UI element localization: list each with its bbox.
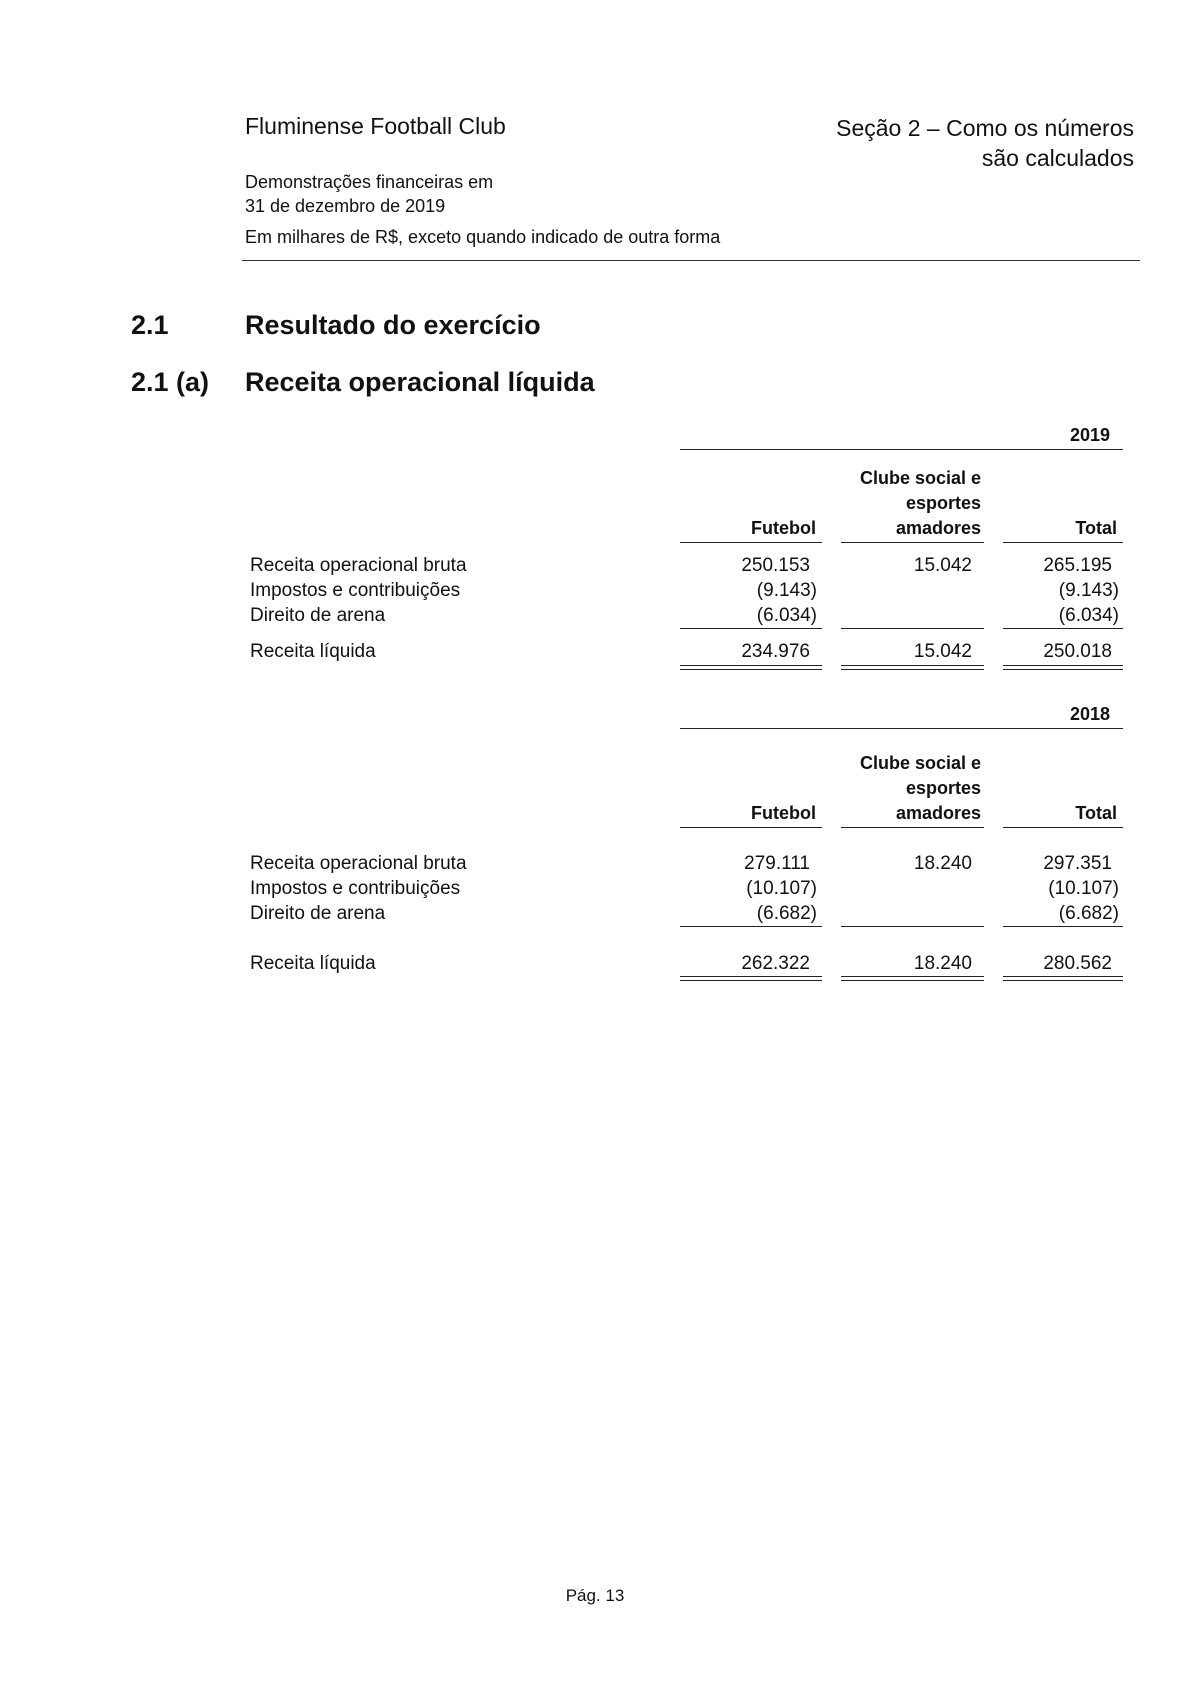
clube-header-line-3: amadores bbox=[895, 518, 981, 538]
net-revenue-label: Receita líquida bbox=[250, 953, 376, 974]
cell-total: (9.143) bbox=[1058, 580, 1119, 601]
column-header-total: Total bbox=[1075, 518, 1117, 538]
section-line-2: são calculados bbox=[981, 145, 1134, 171]
row-label: Impostos e contribuições bbox=[250, 580, 461, 601]
row-label: Impostos e contribuições bbox=[250, 878, 461, 899]
net-revenue-label: Receita líquida bbox=[250, 641, 376, 662]
column-header-futebol: Futebol bbox=[751, 803, 816, 823]
total-double-rule bbox=[680, 665, 822, 670]
cell-clube: 15.042 bbox=[913, 555, 972, 576]
row-label: Receita operacional bruta bbox=[250, 555, 467, 576]
cell-futebol: 250.153 bbox=[741, 555, 810, 576]
cell-total: (10.107) bbox=[1048, 878, 1119, 899]
cell-futebol: 279.111 bbox=[744, 853, 810, 874]
section-reference bbox=[774, 113, 1134, 173]
net-total: 250.018 bbox=[1043, 641, 1112, 662]
heading-title: Resultado do exercício bbox=[245, 310, 541, 340]
net-futebol: 234.976 bbox=[741, 641, 810, 662]
total-header-rule bbox=[1003, 542, 1123, 543]
subheading-number: 2.1 (a) bbox=[131, 367, 210, 397]
total-double-rule bbox=[1003, 665, 1123, 670]
year-label: 2018 bbox=[1070, 704, 1111, 724]
cell-futebol: (10.107) bbox=[746, 878, 817, 899]
cell-futebol: (6.034) bbox=[756, 605, 817, 626]
clube-header-line-3: amadores bbox=[895, 803, 981, 823]
subheading-title: Receita operacional líquida bbox=[245, 367, 595, 397]
statement-line-2: 31 de dezembro de 2019 bbox=[245, 196, 446, 216]
subtotal-rule bbox=[1003, 628, 1123, 629]
page-number: Pág. 13 bbox=[565, 1586, 625, 1605]
units-note: Em milhares de R$, exceto quando indicado de outra forma bbox=[245, 227, 721, 247]
clube-header-rule bbox=[841, 542, 984, 543]
row-label: Direito de arena bbox=[250, 903, 386, 924]
subtotal-rule bbox=[1003, 926, 1123, 927]
organization-name: Fluminense Football Club bbox=[245, 113, 506, 139]
subtotal-rule bbox=[680, 926, 822, 927]
cell-futebol: (6.682) bbox=[756, 903, 817, 924]
subtotal-rule bbox=[680, 628, 822, 629]
cell-clube: 18.240 bbox=[913, 853, 972, 874]
net-clube: 15.042 bbox=[913, 641, 972, 662]
clube-header-line-2: esportes bbox=[905, 778, 981, 798]
row-label: Receita operacional bruta bbox=[250, 853, 467, 874]
net-total: 280.562 bbox=[1043, 953, 1112, 974]
year-underline bbox=[680, 728, 1123, 729]
column-header-futebol: Futebol bbox=[751, 518, 816, 538]
cell-total: (6.034) bbox=[1058, 605, 1119, 626]
section-line-1: Seção 2 – Como os números bbox=[836, 115, 1134, 141]
net-futebol: 262.322 bbox=[741, 953, 810, 974]
cell-futebol: (9.143) bbox=[756, 580, 817, 601]
total-double-rule bbox=[841, 665, 984, 670]
heading-number: 2.1 bbox=[131, 310, 169, 340]
total-double-rule bbox=[1003, 976, 1123, 981]
clube-header-line-1: Clube social e bbox=[859, 753, 981, 773]
cell-total: 297.351 bbox=[1043, 853, 1112, 874]
column-header-clube bbox=[836, 751, 981, 826]
subtotal-rule bbox=[841, 926, 984, 927]
year-underline bbox=[680, 449, 1123, 450]
row-label: Direito de arena bbox=[250, 605, 386, 626]
header-divider bbox=[242, 260, 1140, 261]
cell-total: 265.195 bbox=[1043, 555, 1112, 576]
cell-total: (6.682) bbox=[1058, 903, 1119, 924]
total-header-rule bbox=[1003, 827, 1123, 828]
clube-header-line-2: esportes bbox=[905, 493, 981, 513]
subtotal-rule bbox=[841, 628, 984, 629]
clube-header-line-1: Clube social e bbox=[859, 468, 981, 488]
column-header-total: Total bbox=[1075, 803, 1117, 823]
futebol-header-rule bbox=[680, 542, 822, 543]
column-header-clube bbox=[836, 466, 981, 541]
statement-line-1: Demonstrações financeiras em bbox=[245, 172, 494, 192]
futebol-header-rule bbox=[680, 827, 822, 828]
net-clube: 18.240 bbox=[913, 953, 972, 974]
total-double-rule bbox=[841, 976, 984, 981]
year-label: 2019 bbox=[1070, 425, 1111, 445]
total-double-rule bbox=[680, 976, 822, 981]
clube-header-rule bbox=[841, 827, 984, 828]
